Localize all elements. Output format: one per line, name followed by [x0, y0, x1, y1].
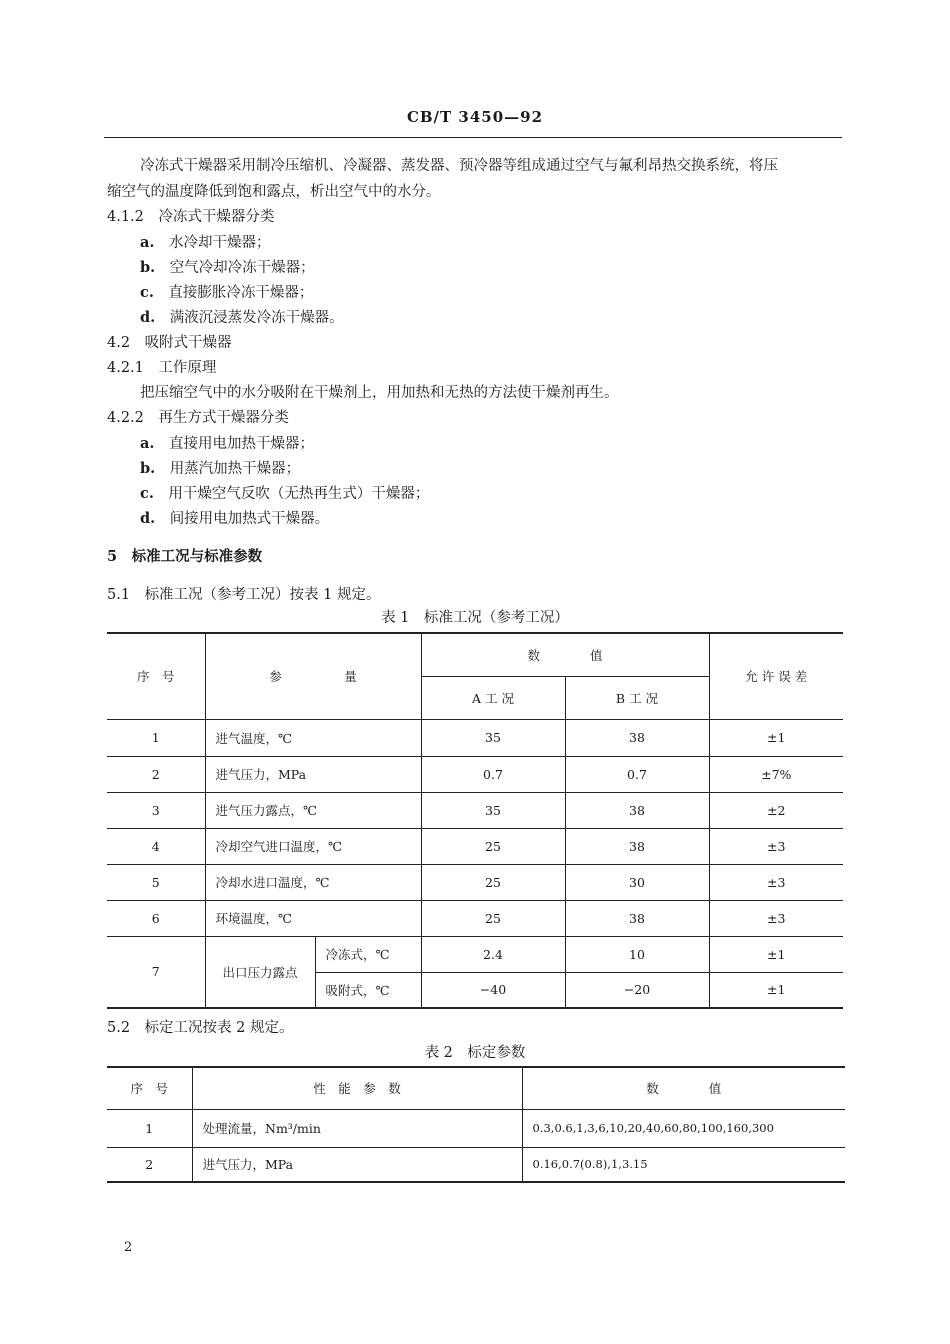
header-value: 数 值	[522, 1067, 845, 1109]
page-number: 2	[124, 1240, 133, 1255]
header-no: 序 号	[107, 1067, 192, 1109]
section-5-1: 5.1 标准工况（参考工况）按表 1 规定。	[107, 587, 381, 603]
table-row: 3 进气压力露点，℃ 35 38 ±2	[107, 792, 843, 828]
section-4-2-1-text: 把压缩空气中的水分吸附在干燥剂上，用加热和无热的方法使干燥剂再生。	[140, 385, 619, 401]
table-row: 吸附式，℃ −40 −20 ±1	[107, 972, 843, 1008]
list-item: a. 直接用电加热干燥器；	[140, 435, 314, 452]
section-5-heading: 5 标准工况与标准参数	[107, 548, 263, 565]
table-row: 5 冷却水进口温度，℃ 25 30 ±3	[107, 864, 843, 900]
list-item: c. 直接膨胀冷冻干燥器；	[140, 284, 314, 301]
section-4-2-2: 4.2.2 再生方式干燥器分类	[107, 410, 289, 426]
list-item: b. 用蒸汽加热干燥器；	[140, 460, 301, 477]
list-item: a. 水冷却干燥器；	[140, 234, 271, 251]
table-row: 4 冷却空气进口温度，℃ 25 38 ±3	[107, 828, 843, 864]
intro-line-2: 缩空气的温度降低到饱和露点，析出空气中的水分。	[107, 184, 441, 200]
header-value: 数 值	[421, 633, 709, 676]
table-row: 7 出口压力露点 冷冻式，℃ 2.4 10 ±1	[107, 936, 843, 972]
section-4-2: 4.2 吸附式干燥器	[107, 335, 232, 351]
table-1	[107, 632, 843, 1009]
table-2	[107, 1066, 845, 1183]
table-row: 2 进气压力，MPa 0.7 0.7 ±7%	[107, 756, 843, 792]
table-row: 1 进气温度，℃ 35 38 ±1	[107, 719, 843, 756]
intro-line-1: 冷冻式干燥器采用制冷压缩机、冷凝器、蒸发器、预冷器等组成通过空气与氟利昂热交换系统，将压	[140, 158, 778, 174]
table1-caption: 表 1 标准工况（参考工况）	[381, 610, 569, 626]
header-tolerance: 允 许 误 差	[709, 633, 843, 719]
section-4-2-1: 4.2.1 工作原理	[107, 360, 217, 376]
header-a: A 工 况	[421, 676, 565, 719]
header-param: 性 能 参 数	[192, 1067, 522, 1109]
list-item: d. 满液沉浸蒸发冷冻干燥器。	[140, 309, 344, 326]
list-item: d. 间接用电加热式干燥器。	[140, 510, 330, 527]
header-b: B 工 况	[565, 676, 709, 719]
header-param: 参 量	[205, 633, 421, 719]
table-row: 2 进气压力，MPa 0.16,0.7(0.8),1,3.15	[107, 1147, 845, 1182]
table-row: 1 处理流量，Nm³/min 0.3,0.6,1,3,6,10,20,40,60,80,100,160,300	[107, 1109, 845, 1147]
section-5-2: 5.2 标定工况按表 2 规定。	[107, 1020, 294, 1036]
header-no: 序 号	[107, 633, 205, 719]
header-rule	[104, 137, 842, 138]
list-item: b. 空气冷却冷冻干燥器；	[140, 259, 315, 276]
table-row: 6 环境温度，℃ 25 38 ±3	[107, 900, 843, 936]
table2-caption: 表 2 标定参数	[424, 1045, 526, 1061]
document-code: CB/T 3450—92	[406, 108, 544, 126]
section-4-1-2: 4.1.2 冷冻式干燥器分类	[107, 209, 275, 225]
list-item: c. 用干燥空气反吹（无热再生式）干燥器；	[140, 485, 430, 502]
